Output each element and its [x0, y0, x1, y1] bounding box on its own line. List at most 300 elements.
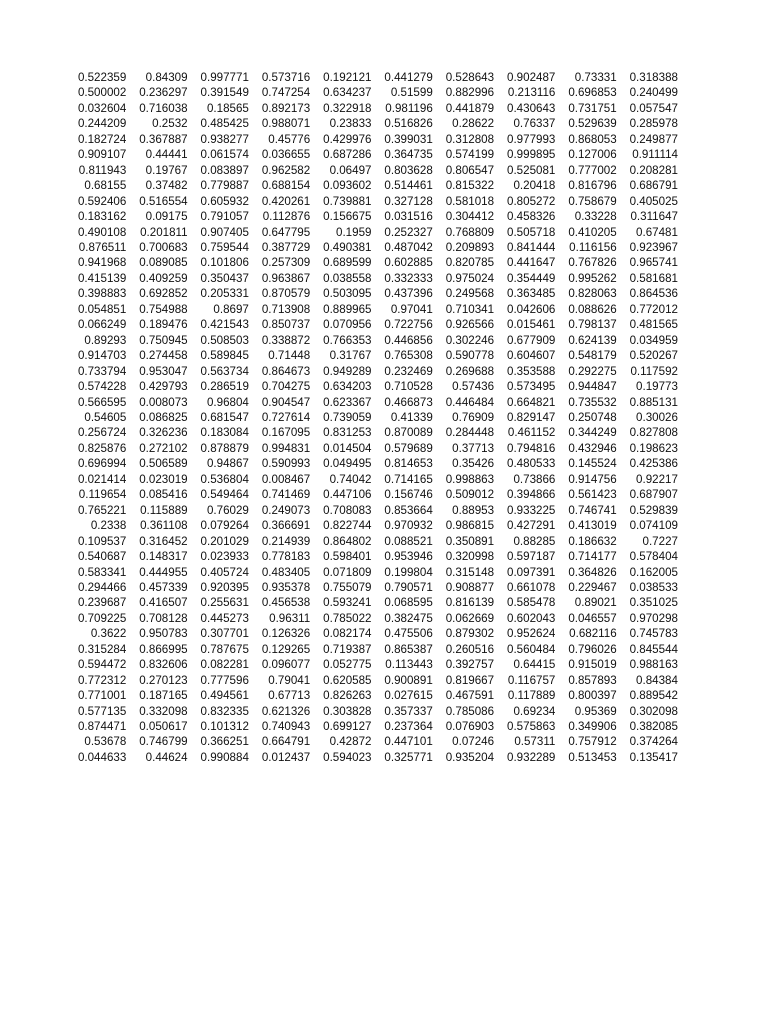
table-cell: 0.900891	[384, 673, 433, 687]
table-cell: 0.366691	[261, 519, 311, 533]
table-cell: 0.350437	[200, 271, 249, 285]
table-cell: 0.269688	[445, 364, 495, 378]
table-cell: 0.405025	[629, 194, 678, 208]
table-cell: 0.302246	[445, 333, 495, 347]
table-cell: 0.704275	[261, 380, 311, 394]
table-cell: 0.986815	[445, 519, 495, 533]
table-cell: 0.446856	[384, 333, 433, 347]
table-row	[66, 657, 679, 672]
table-cell: 0.487042	[384, 240, 433, 254]
table-row	[66, 487, 679, 502]
table-cell: 0.536804	[200, 472, 249, 486]
table-cell: 0.082174	[323, 627, 372, 641]
table-cell: 0.765308	[384, 349, 433, 363]
table-cell: 0.514461	[384, 179, 433, 193]
table-cell: 0.574228	[77, 380, 127, 394]
table-cell: 0.008073	[139, 395, 188, 409]
table-cell: 0.457339	[139, 580, 188, 594]
table-cell: 0.97041	[390, 302, 433, 316]
table-cell: 0.44624	[145, 750, 188, 764]
table-cell: 0.845544	[629, 642, 678, 656]
table-cell: 0.461152	[507, 426, 556, 440]
table-cell: 0.444955	[139, 565, 188, 579]
table-cell: 0.052775	[323, 658, 372, 672]
table-cell: 0.965741	[629, 256, 678, 270]
table-cell: 0.831253	[323, 426, 372, 440]
table-cell: 0.57436	[452, 380, 495, 394]
table-cell: 0.205331	[200, 287, 249, 301]
table-row	[66, 565, 679, 580]
number-table-body	[66, 70, 679, 765]
table-cell: 0.116757	[507, 673, 556, 687]
table-cell: 0.73331	[574, 71, 617, 84]
table-cell: 0.303828	[323, 704, 372, 718]
table-cell: 0.031516	[384, 210, 433, 224]
table-cell: 0.794816	[507, 441, 556, 455]
table-cell: 0.119654	[78, 488, 127, 502]
table-cell: 0.805272	[507, 194, 556, 208]
table-cell: 0.681547	[200, 410, 249, 424]
table-cell: 0.209893	[445, 240, 495, 254]
table-cell: 0.391549	[200, 86, 249, 100]
table-cell: 0.94867	[206, 457, 249, 471]
table-cell: 0.038533	[629, 580, 678, 594]
table-cell: 0.255631	[200, 596, 249, 610]
table-cell: 0.731751	[568, 101, 617, 115]
table-cell: 0.714177	[568, 550, 617, 564]
table-cell: 0.785086	[445, 704, 495, 718]
table-cell: 0.889965	[323, 302, 372, 316]
table-cell: 0.933225	[507, 503, 556, 517]
table-cell: 0.458326	[507, 210, 556, 224]
table-cell: 0.135417	[629, 750, 678, 764]
table-cell: 0.549464	[200, 488, 249, 502]
table-row	[66, 163, 679, 178]
table-cell: 0.746741	[568, 503, 617, 517]
table-cell: 0.032604	[77, 101, 127, 115]
table-cell: 0.592406	[77, 194, 127, 208]
table-cell: 0.950783	[139, 627, 188, 641]
table-cell: 0.597187	[507, 550, 556, 564]
table-cell: 0.326236	[139, 426, 188, 440]
table-cell: 0.432946	[568, 441, 617, 455]
table-cell: 0.710528	[384, 380, 433, 394]
table-cell: 0.952624	[507, 627, 556, 641]
table-cell: 0.270123	[139, 673, 188, 687]
table-cell: 0.364826	[568, 565, 617, 579]
table-cell: 0.089085	[139, 256, 188, 270]
table-cell: 0.466873	[384, 395, 433, 409]
table-cell: 0.116156	[569, 240, 617, 254]
table-cell: 0.046557	[568, 611, 617, 625]
table-cell: 0.733794	[77, 364, 127, 378]
table-cell: 0.240499	[629, 86, 678, 100]
table-cell: 0.311647	[630, 210, 678, 224]
table-cell: 0.68155	[84, 179, 127, 193]
table-cell: 0.92217	[636, 472, 678, 486]
table-cell: 0.09175	[145, 210, 188, 224]
table-row	[66, 750, 679, 765]
table-cell: 0.101312	[200, 720, 249, 734]
table-cell: 0.911114	[632, 148, 678, 162]
table-cell: 0.37713	[452, 441, 495, 455]
table-cell: 0.602043	[507, 611, 556, 625]
table-cell: 0.427291	[507, 519, 556, 533]
table-cell: 0.998863	[445, 472, 495, 486]
table-cell: 0.988071	[261, 117, 311, 131]
table-cell: 0.070956	[323, 318, 372, 332]
table-cell: 0.316452	[139, 534, 188, 548]
table-cell: 0.560484	[507, 642, 556, 656]
table-cell: 0.73866	[513, 472, 556, 486]
table-cell: 0.575863	[507, 720, 556, 734]
table-cell: 0.766353	[323, 333, 372, 347]
table-cell: 0.322918	[323, 101, 372, 115]
table-cell: 0.677909	[507, 333, 556, 347]
table-cell: 0.409259	[139, 271, 188, 285]
table-row	[66, 147, 679, 162]
table-cell: 0.038558	[323, 271, 372, 285]
table-cell: 0.819667	[445, 673, 495, 687]
table-cell: 0.623367	[323, 395, 372, 409]
table-cell: 0.79041	[268, 673, 311, 687]
table-cell: 0.785022	[323, 611, 372, 625]
table-cell: 0.540687	[77, 550, 127, 564]
table-cell: 0.156746	[384, 488, 433, 502]
table-cell: 0.429976	[323, 132, 372, 146]
table-row	[66, 70, 679, 85]
table-cell: 0.410205	[568, 225, 617, 239]
table-cell: 0.483405	[261, 565, 311, 579]
table-cell: 0.909107	[77, 148, 127, 162]
table-cell: 0.713908	[261, 302, 311, 316]
table-cell: 0.021414	[77, 472, 127, 486]
table-cell: 0.503095	[323, 287, 372, 301]
table-cell: 0.815322	[445, 179, 495, 193]
table-cell: 0.475506	[384, 627, 433, 641]
table-cell: 0.778183	[261, 550, 311, 564]
table-cell: 0.594023	[323, 750, 372, 764]
table-cell: 0.708083	[323, 503, 372, 517]
table-cell: 0.990884	[200, 750, 249, 764]
table-row	[66, 132, 679, 147]
table-row	[66, 673, 679, 688]
table-cell: 0.779887	[200, 179, 249, 193]
table-cell: 0.634237	[323, 86, 372, 100]
table-row	[66, 194, 679, 209]
table-row	[66, 595, 679, 610]
table-row	[66, 255, 679, 270]
table-cell: 0.213116	[507, 86, 556, 100]
table-cell: 0.892173	[261, 101, 311, 115]
table-row	[66, 178, 679, 193]
table-cell: 0.353588	[507, 364, 556, 378]
table-cell: 0.864673	[261, 364, 311, 378]
table-row	[66, 626, 679, 641]
table-cell: 0.201029	[200, 534, 249, 548]
table-cell: 0.832606	[139, 658, 188, 672]
table-cell: 0.561423	[568, 488, 617, 502]
table-cell: 0.853664	[384, 503, 433, 517]
table-cell: 0.332333	[384, 271, 433, 285]
table-cell: 0.33228	[574, 210, 617, 224]
table-cell: 0.3622	[90, 627, 127, 641]
table-cell: 0.634203	[323, 380, 372, 394]
table-cell: 0.467591	[445, 689, 495, 703]
table-cell: 0.057547	[629, 101, 678, 115]
table-cell: 0.745783	[629, 627, 678, 641]
table-cell: 0.364735	[384, 148, 433, 162]
table-cell: 0.755079	[323, 580, 372, 594]
table-cell: 0.490381	[323, 240, 372, 254]
table-row	[66, 286, 679, 301]
table-cell: 0.085416	[139, 488, 188, 502]
table-cell: 0.935204	[445, 750, 495, 764]
table-cell: 0.757912	[568, 735, 617, 749]
table-cell: 0.759544	[200, 240, 249, 254]
table-cell: 0.71448	[268, 349, 311, 363]
table-row	[66, 101, 679, 116]
table-cell: 0.208281	[629, 163, 678, 177]
table-cell: 0.981196	[385, 101, 433, 115]
table-cell: 0.687286	[323, 148, 372, 162]
table-cell: 0.953946	[384, 550, 433, 564]
table-cell: 0.325771	[384, 750, 433, 764]
table-cell: 0.573495	[507, 380, 556, 394]
table-cell: 0.014504	[323, 441, 372, 455]
table-cell: 0.127006	[568, 148, 617, 162]
table-cell: 0.30026	[636, 410, 678, 424]
table-cell: 0.768809	[445, 225, 495, 239]
table-cell: 0.054851	[77, 302, 127, 316]
table-cell: 0.441879	[445, 101, 495, 115]
table-cell: 0.96804	[206, 395, 249, 409]
table-cell: 0.89021	[574, 596, 617, 610]
table-cell: 0.198623	[629, 441, 678, 455]
table-cell: 0.117592	[630, 364, 678, 378]
table-cell: 0.970932	[384, 519, 433, 533]
table-row	[66, 719, 679, 734]
table-row	[66, 302, 679, 317]
table-cell: 0.69234	[513, 704, 556, 718]
table-cell: 0.148317	[139, 550, 188, 564]
table-row	[66, 688, 679, 703]
table-cell: 0.602885	[384, 256, 433, 270]
table-row	[66, 503, 679, 518]
table-row	[66, 441, 679, 456]
table-cell: 0.500002	[77, 86, 127, 100]
table-cell: 0.879302	[445, 627, 495, 641]
table-cell: 0.437396	[384, 287, 433, 301]
table-cell: 0.239687	[77, 596, 127, 610]
table-cell: 0.621326	[261, 704, 311, 718]
table-cell: 0.049495	[323, 457, 372, 471]
table-cell: 0.19767	[145, 163, 188, 177]
table-cell: 0.167095	[261, 426, 311, 440]
table-cell: 0.250748	[568, 410, 617, 424]
table-cell: 0.661078	[507, 580, 556, 594]
table-cell: 0.902487	[507, 71, 556, 84]
table-cell: 0.67713	[268, 689, 311, 703]
table-cell: 0.338872	[261, 333, 311, 347]
table-cell: 0.061574	[200, 148, 249, 162]
table-cell: 0.416507	[139, 596, 188, 610]
table-cell: 0.716038	[139, 101, 188, 115]
table-cell: 0.260516	[445, 642, 495, 656]
table-cell: 0.249877	[629, 132, 678, 146]
table-cell: 0.292275	[568, 364, 617, 378]
table-cell: 0.405724	[200, 565, 249, 579]
table-cell: 0.944847	[568, 380, 617, 394]
table-cell: 0.772312	[77, 673, 127, 687]
table-cell: 0.315148	[445, 565, 495, 579]
table-cell: 0.050617	[139, 720, 188, 734]
table-cell: 0.456538	[261, 596, 311, 610]
table-cell: 0.392757	[445, 658, 495, 672]
table-cell: 0.35426	[452, 457, 495, 471]
table-cell: 0.688154	[261, 179, 311, 193]
table-cell: 0.578404	[629, 550, 678, 564]
table-cell: 0.162005	[629, 565, 678, 579]
table-row	[66, 518, 679, 533]
table-cell: 0.692852	[139, 287, 188, 301]
table-cell: 0.425386	[629, 457, 678, 471]
table-cell: 0.997771	[200, 71, 249, 84]
table-cell: 0.999895	[507, 148, 556, 162]
table-cell: 0.963867	[261, 271, 311, 285]
table-cell: 0.574199	[445, 148, 495, 162]
table-cell: 0.811943	[78, 163, 127, 177]
table-cell: 0.727614	[261, 410, 311, 424]
table-cell: 0.113443	[385, 658, 433, 672]
table-cell: 0.864802	[323, 534, 372, 548]
table-cell: 0.874471	[77, 720, 127, 734]
table-cell: 0.101806	[200, 256, 249, 270]
table-cell: 0.097391	[507, 565, 556, 579]
table-cell: 0.814653	[384, 457, 433, 471]
table-cell: 0.256724	[77, 426, 127, 440]
table-cell: 0.249073	[261, 503, 311, 517]
table-cell: 0.664821	[507, 395, 556, 409]
table-cell: 0.620585	[323, 673, 372, 687]
table-cell: 0.327128	[384, 194, 433, 208]
table-cell: 0.573716	[261, 71, 311, 84]
table-cell: 0.485425	[200, 117, 249, 131]
table-cell: 0.088521	[384, 534, 433, 548]
table-cell: 0.750945	[139, 333, 188, 347]
table-cell: 0.962582	[261, 163, 311, 177]
table-cell: 0.366251	[200, 735, 249, 749]
table-cell: 0.803628	[384, 163, 433, 177]
table-cell: 0.361108	[140, 519, 188, 533]
table-cell: 0.257309	[261, 256, 311, 270]
table-cell: 0.735532	[568, 395, 617, 409]
table-cell: 0.700683	[139, 240, 188, 254]
table-row	[66, 425, 679, 440]
table-row	[66, 410, 679, 425]
table-cell: 0.67481	[636, 225, 678, 239]
table-cell: 0.594472	[77, 658, 127, 672]
table-cell: 0.710341	[445, 302, 495, 316]
table-cell: 0.398883	[77, 287, 127, 301]
table-cell: 0.790571	[384, 580, 433, 594]
table-cell: 0.529839	[629, 503, 678, 517]
table-cell: 0.45776	[268, 132, 311, 146]
table-row	[66, 611, 679, 626]
table-cell: 0.082281	[200, 658, 249, 672]
table-cell: 0.740943	[261, 720, 311, 734]
table-cell: 0.036655	[261, 148, 311, 162]
table-cell: 0.441279	[384, 71, 433, 84]
table-cell: 0.949289	[323, 364, 372, 378]
table-cell: 0.74042	[329, 472, 372, 486]
table-cell: 0.528643	[445, 71, 495, 84]
table-row	[66, 271, 679, 286]
table-row	[66, 85, 679, 100]
table-cell: 0.2532	[152, 117, 188, 131]
table-cell: 0.828063	[568, 287, 617, 301]
table-cell: 0.820785	[445, 256, 495, 270]
table-row	[66, 734, 679, 749]
table-cell: 0.31767	[329, 349, 372, 363]
table-cell: 0.387729	[261, 240, 311, 254]
table-cell: 0.446484	[445, 395, 495, 409]
table-cell: 0.822744	[323, 519, 372, 533]
table-cell: 0.145524	[568, 457, 617, 471]
table-cell: 0.914756	[568, 472, 617, 486]
table-cell: 0.686791	[629, 179, 678, 193]
table-cell: 0.829147	[507, 410, 556, 424]
table-cell: 0.236297	[139, 86, 188, 100]
table-cell: 0.787675	[200, 642, 249, 656]
table-cell: 0.413019	[568, 519, 617, 533]
table-cell: 0.421543	[200, 318, 249, 332]
table-cell: 0.529639	[568, 117, 617, 131]
table-cell: 0.023019	[139, 472, 188, 486]
table-cell: 0.604607	[507, 349, 556, 363]
table-cell: 0.647795	[261, 225, 311, 239]
table-row	[66, 364, 679, 379]
table-cell: 0.7227	[642, 534, 678, 548]
table-cell: 0.315284	[77, 642, 127, 656]
table-row	[66, 472, 679, 487]
table-cell: 0.765221	[77, 503, 127, 517]
table-cell: 0.664791	[261, 735, 311, 749]
table-cell: 0.189476	[139, 318, 188, 332]
table-cell: 0.382085	[629, 720, 678, 734]
table-cell: 0.420261	[261, 194, 311, 208]
table-cell: 0.307701	[200, 627, 249, 641]
table-cell: 0.850737	[261, 318, 311, 332]
table-cell: 0.20418	[513, 179, 556, 193]
table-cell: 0.284448	[445, 426, 495, 440]
table-cell: 0.042606	[507, 302, 556, 316]
table-cell: 0.771001	[77, 689, 127, 703]
table-cell: 0.115889	[140, 503, 188, 517]
table-cell: 0.294466	[77, 580, 127, 594]
table-row	[66, 225, 679, 240]
table-cell: 0.508503	[200, 333, 249, 347]
table-cell: 0.18565	[206, 101, 249, 115]
table-cell: 0.367887	[139, 132, 188, 146]
table-cell: 0.012437	[261, 750, 311, 764]
table-cell: 0.777596	[200, 673, 249, 687]
table-cell: 0.841444	[507, 240, 556, 254]
table-row	[66, 317, 679, 332]
table-cell: 0.577135	[77, 704, 127, 718]
table-cell: 0.363485	[507, 287, 556, 301]
table-cell: 0.806547	[445, 163, 495, 177]
